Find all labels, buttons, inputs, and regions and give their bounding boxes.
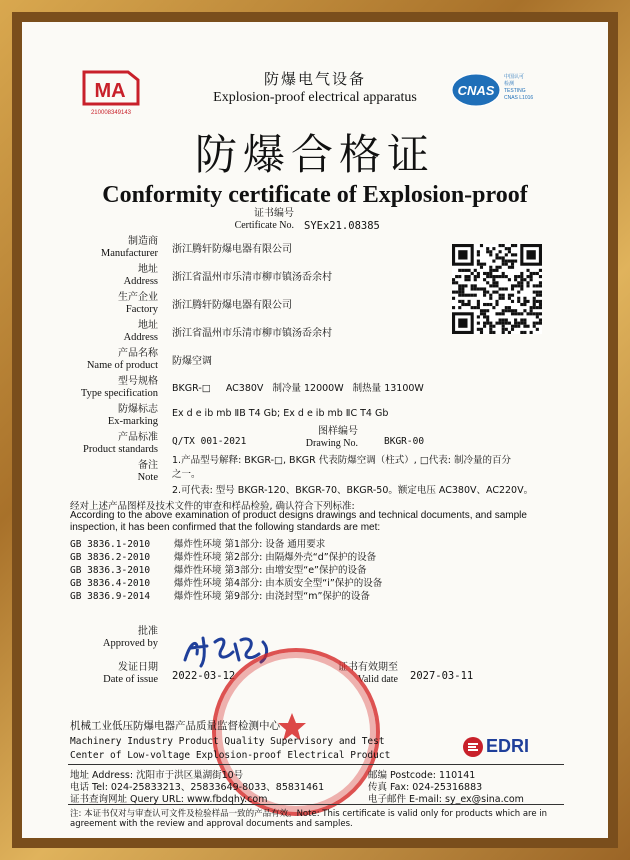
- issue-date-label: [22, 662, 158, 686]
- address1-value: 浙江省温州市乐清市柳市镇汤岙余村: [172, 272, 332, 283]
- note-line-2: 之一。: [172, 469, 201, 480]
- type-value: BKGR-□ AC380V 制冷量 12000W 制热量 13100W: [172, 383, 424, 394]
- note-label: [22, 460, 158, 484]
- manufacturer-label-en: Manufacturer: [100, 248, 158, 259]
- cnas-small-3: TESTING: [504, 88, 526, 94]
- footer-fax: 传真 Fax: 024-25316883: [368, 782, 483, 793]
- standard-desc: 爆炸性环境 第2部分: 由隔爆外壳“d”保护的设备: [174, 552, 377, 563]
- address1-label-en: Address: [123, 276, 158, 287]
- manufacturer-value: 浙江腾轩防爆电器有限公司: [172, 244, 292, 255]
- approved-label: [22, 626, 158, 650]
- factory-value: 浙江腾轩防爆电器有限公司: [172, 300, 292, 311]
- product-standard-label-cn: 产品标准: [118, 432, 158, 443]
- note-label-cn: 备注: [138, 460, 158, 471]
- factory-label-en: Factory: [125, 304, 158, 315]
- footer-email: 电子邮件 E-mail: sy_ex@sina.com: [368, 794, 524, 805]
- cnas-small-2: 检测: [504, 81, 515, 87]
- manufacturer-label: [22, 236, 158, 260]
- edri-logo-icon: [462, 736, 484, 758]
- issue-date-value: 2022-03-12: [172, 670, 236, 682]
- standard-desc: 爆炸性环境 第1部分: 设备 通用要求: [174, 539, 326, 550]
- footer-address: 地址 Address: 沈阳市于洪区巢湖街10号: [70, 770, 244, 781]
- standard-desc: 爆炸性环境 第4部分: 由本质安全型“i”保护的设备: [174, 578, 383, 589]
- type-label-cn: 型号规格: [118, 376, 158, 387]
- drawing-no-label-en: Drawing No.: [305, 438, 358, 449]
- standard-code: GB 3836.9-2014: [70, 591, 151, 602]
- standard-row: [70, 562, 366, 576]
- cma-code: 210008349143: [90, 110, 132, 116]
- ex-marking-label: [22, 404, 158, 428]
- valid-date-value: 2027-03-11: [410, 670, 474, 682]
- standard-row: [70, 575, 382, 589]
- apparatus-title-cn: 防爆电气设备: [263, 70, 366, 88]
- cnas-small-1: 中国认可: [504, 74, 525, 80]
- cert-no-label-en: Certificate No.: [234, 220, 294, 231]
- cert-no-label: [218, 208, 294, 232]
- address1-label: [22, 264, 158, 288]
- statement-en-1: According to the above examination of product designs drawings and technical documents, and sample: [70, 510, 527, 521]
- type-label: [22, 376, 158, 400]
- standard-code: GB 3836.4-2010: [70, 578, 151, 589]
- cert-no-value: SYEx21.08385: [304, 220, 380, 232]
- cnas-text: CNAS: [457, 83, 495, 98]
- type-label-en: Type specification: [80, 388, 158, 399]
- ex-marking-label-en: Ex-marking: [107, 416, 158, 427]
- certificate-title-en: Conformity certificate of Explosion-proof: [102, 182, 528, 208]
- apparatus-title-en: Explosion-proof electrical apparatus: [213, 90, 417, 105]
- footer-note-2: agreement with the review and approval documents and samples.: [70, 819, 353, 829]
- drawing-no-label-cn: 图样编号: [318, 426, 358, 437]
- ex-marking-label-cn: 防爆标志: [118, 404, 158, 415]
- cert-no-label-cn: 证书编号: [254, 208, 294, 219]
- valid-date-label-en: Valid date: [357, 674, 398, 685]
- footer-tel: 电话 Tel: 024-25833213、25833649-8033、85831461: [70, 782, 325, 793]
- address2-label-en: Address: [123, 332, 158, 343]
- statement-cn: 经对上述产品图样及技术文件的审查和样品检验, 确认符合下列标准:: [70, 501, 355, 512]
- product-name-label: [22, 348, 158, 372]
- qr-code-icon: [452, 244, 542, 334]
- note-label-en: Note: [137, 472, 158, 483]
- factory-label: [22, 292, 158, 316]
- org-name-en-1: Machinery Industry Product Quality Supervisory and Test: [70, 736, 385, 747]
- footer-postcode: 邮编 Postcode: 110141: [368, 770, 476, 781]
- standard-row: [70, 549, 376, 563]
- footer-divider-2: [68, 804, 564, 805]
- issue-date-label-cn: 发证日期: [118, 662, 158, 673]
- product-standard-label: [22, 432, 158, 456]
- edri-logo: [462, 734, 552, 760]
- product-standard-value: Q/TX 001-2021: [172, 436, 247, 447]
- footer-divider: [68, 764, 564, 765]
- address2-label: [22, 320, 158, 344]
- product-name-value: 防爆空调: [172, 356, 212, 367]
- manufacturer-label-cn: 制造商: [128, 236, 158, 247]
- org-name-en-2: Center of Low-voltage Explosion-proof Electrical Product: [70, 750, 391, 761]
- product-name-label-en: Name of product: [86, 360, 158, 371]
- standard-desc: 爆炸性环境 第3部分: 由增安型“e”保护的设备: [174, 565, 367, 576]
- certificate-paper: [22, 22, 608, 838]
- standard-code: GB 3836.3-2010: [70, 565, 151, 576]
- approved-label-en: Approved by: [102, 638, 158, 649]
- standard-code: GB 3836.2-2010: [70, 552, 151, 563]
- cnas-code: CNAS L1016: [504, 95, 534, 101]
- note-line-3: 2.可代表: 型号 BKGR-120、BKGR-70、BKGR-50。额定电压 AC380V、AC220V。: [172, 485, 534, 496]
- certificate-title-cn: 防爆合格证: [194, 130, 435, 179]
- valid-date-label-cn: 证书有效期至: [338, 662, 398, 673]
- footer-query-url: 证书查询网址 Query URL: www.fbdqhy.com: [70, 794, 268, 805]
- footer-note-1: 注: 本证书仅对与审查认可文件及检验样品一致的产品有效。Note: This certificate is valid only for products which are in: [70, 809, 548, 819]
- product-name-label-cn: 产品名称: [118, 348, 158, 359]
- address2-label-cn: 地址: [138, 320, 158, 331]
- approved-label-cn: 批准: [138, 626, 158, 637]
- address1-label-cn: 地址: [138, 264, 158, 275]
- cma-text: MA: [94, 80, 126, 102]
- standard-row: [70, 536, 325, 550]
- issue-date-label-en: Date of issue: [103, 674, 158, 685]
- statement-en-2: inspection, it has been confirmed that the following standards are met:: [70, 522, 381, 533]
- standard-row: [70, 588, 370, 602]
- note-line-1: 1.产品型号解释: BKGR-□, BKGR 代表防爆空调（柱式）, □代表: 制冷量的百分: [172, 455, 512, 466]
- drawing-no-label: [294, 426, 358, 450]
- ex-marking-value: Ex d e ib mb ⅡB T4 Gb; Ex d e ib mb ⅡC T4 Gb: [172, 408, 389, 419]
- address2-value: 浙江省温州市乐清市柳市镇汤岙余村: [172, 328, 332, 339]
- edri-text: EDRI: [486, 736, 530, 756]
- factory-label-cn: 生产企业: [118, 292, 158, 303]
- standard-code: GB 3836.1-2010: [70, 539, 151, 550]
- standard-desc: 爆炸性环境 第9部分: 由浇封型“m”保护的设备: [174, 591, 370, 602]
- drawing-no-value: BKGR-00: [384, 436, 425, 447]
- product-standard-label-en: Product standards: [83, 444, 158, 455]
- org-name-cn: 机械工业低压防爆电器产品质量监督检测中心: [70, 720, 280, 732]
